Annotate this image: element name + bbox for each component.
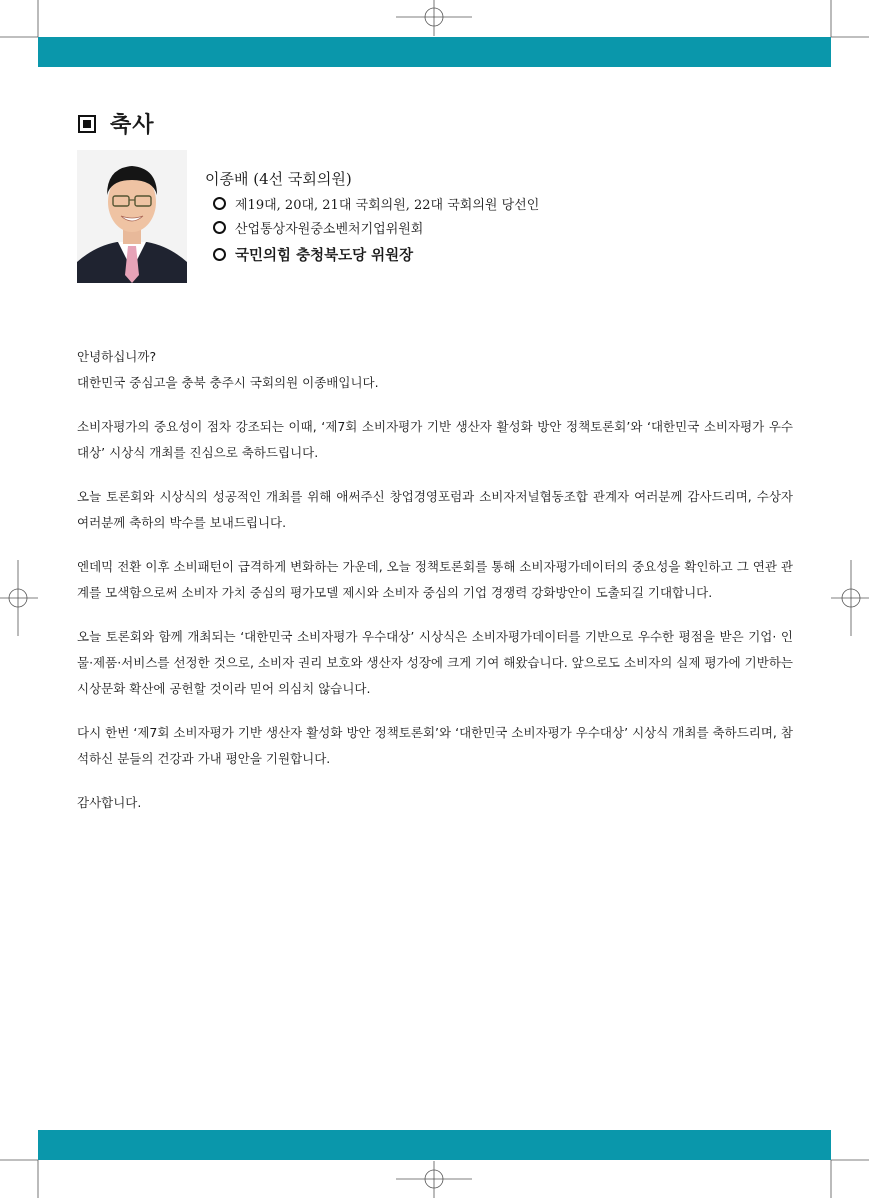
circle-bullet-icon — [213, 221, 226, 234]
paragraph-greeting: 안녕하십니까? 대한민국 중심고을 충북 충주시 국회의원 이종배입니다. — [77, 349, 379, 390]
circle-bullet-icon — [213, 248, 226, 261]
square-bullet-icon — [78, 115, 96, 133]
profile-item-text: 제19대, 20대, 21대 국회의원, 22대 국회의원 당선인 — [235, 198, 540, 213]
profile-item — [213, 194, 539, 213]
paragraph: 다시 한번 ‘제7회 소비자평가 기반 생산자 활성화 방안 정책토론회’와 ‘대한민국 소비자평가 우수대상’ 시상식 개최를 축하드리며, 참석하신 분들의 건강과 가내 평안을 기원합니다. — [77, 725, 793, 766]
paragraph: 소비자평가의 중요성이 점차 강조되는 이때, ‘제7회 소비자평가 기반 생산자 활성화 방안 정책토론회’와 ‘대한민국 소비자평가 우수대상’ 시상식 개최를 진심으로 축하드립니다. — [77, 419, 793, 460]
paragraph-closing: 감사합니다. — [77, 795, 142, 810]
profile-item — [213, 244, 539, 265]
paragraph: 엔데믹 전환 이후 소비패턴이 급격하게 변화하는 가운데, 오늘 정책토론회를 통해 소비자평가데이터의 중요성을 확인하고 그 연관 관계를 모색함으로써 소비자 가치 중심의 평가모델 제시와 소비자 중심의 기업 경쟁력 강화방안이 도출되길 기대합니다. — [77, 559, 793, 600]
profile — [205, 168, 539, 265]
profile-item-text: 산업통상자원중소벤처기업위원회 — [235, 222, 424, 237]
paragraph: 오늘 토론회와 함께 개최되는 ‘대한민국 소비자평가 우수대상’ 시상식은 소비자평가데이터를 기반으로 우수한 평점을 받은 기업· 인물·제품·서비스를 선정한 것으로, 소비자 권리 보호와 생산자 성장에 크게 기여 해왔습니다. 앞으로도 소비자의 실제 평가에 기반하는 시상문화 확산에 공헌할 것이라 믿어 의심치 않습니다. — [77, 629, 793, 696]
profile-name: 이종배 (4선 국회의원) — [205, 170, 352, 188]
circle-bullet-icon — [213, 197, 226, 210]
portrait-photo — [77, 150, 187, 283]
profile-item-text: 국민의힘 충청북도당 위원장 — [235, 248, 414, 264]
paragraph: 오늘 토론회와 시상식의 성공적인 개최를 위해 애써주신 창업경영포럼과 소비자저널협동조합 관계자 여러분께 감사드리며, 수상자 여러분께 축하의 박수를 보내드립니다. — [77, 489, 793, 530]
letter-body — [77, 344, 793, 834]
section-title — [78, 108, 155, 139]
section-title-text: 축사 — [110, 113, 155, 138]
profile-item — [213, 218, 539, 237]
